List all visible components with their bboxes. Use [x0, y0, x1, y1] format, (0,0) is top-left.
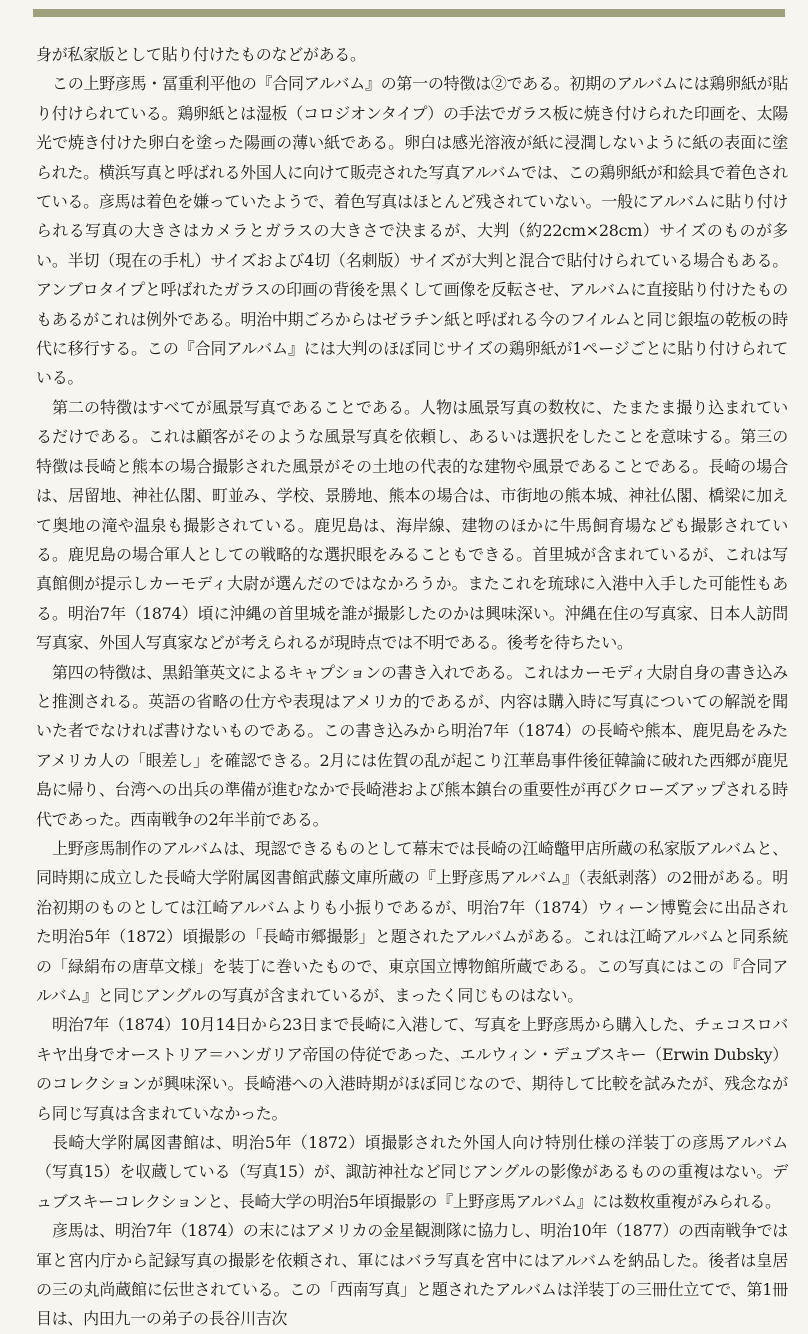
- top-rule: [33, 9, 785, 17]
- paragraph-4: 第四の特徴は、黒鉛筆英文によるキャプションの書き入れである。これはカーモディ大尉自身の書き込みと推測される。英語の省略の仕方や表現はアメリカ的であるが、内容は購入時に写真についての解説を聞いた者でなければ書けないものである。この書き込みから明治7年（1874）の長崎や熊本、鹿児島をみたアメリカ人の「眼差し」を確認できる。2月には佐賀の乱が起こり江華島事件後征韓論に破れた西郷が鹿児島に帰り、台湾への出兵の準備が進むなかで長崎港および熊本鎮台の重要性が再びクローズアップされる時代であった。西南戦争の2年半前である。: [36, 662, 788, 829]
- paragraph-8: 彦馬は、明治7年（1874）の末にはアメリカの金星観測隊に協力し、明治10年（1877）の西南戦争では軍と宮内庁から記録写真の撮影を依頼され、軍にはバラ写真を宮中にはアルバムを納品した。後者は皇居の三の丸尚蔵館に伝世されている。この「西南写真」と題されたアルバムは洋装丁の三冊仕立てで、第1冊目は、内田九一の弟子の長谷川吉次: [36, 1221, 788, 1329]
- paragraph-3: 第二の特徴はすべてが風景写真であることである。人物は風景写真の数枚に、たまたま撮り込まれているだけである。これは顧客がそのような風景写真を依頼し、あるいは選択をしたことを意味する。第三の特徴は長崎と熊本の場合撮影された風景がその土地の代表的な建物や風景であることである。長崎の場合は、居留地、神社仏閣、町並み、学校、景勝地、熊本の場合は、市街地の熊本城、神社仏閣、橋梁に加えて奥地の滝や温泉も撮影されている。鹿児島は、海岸線、建物のほかに牛馬飼育場なども撮影されている。鹿児島の場合軍人としての戦略的な選択眼をみることもできる。首里城が含まれているが、これは写真館側が提示しカーモディ大尉が選んだのではなかろうか。またこれを琉球に入港中入手した可能性もある。明治7年（1874）頃に沖縄の首里城を誰が撮影したのかは興味深い。沖縄在住の写真家、日本人訪問写真家、外国人写真家などが考えられるが現時点では不明である。後考を待ちたい。: [36, 397, 788, 653]
- paragraph-7: 長崎大学附属図書館は、明治5年（1872）頃撮影された外国人向け特別仕様の洋装丁の彦馬アルバム（写真15）を収蔵している（写真15）が、諏訪神社など同じアングルの影像があるものの重複はない。デュブスキーコレクションと、長崎大学の明治5年頃撮影の『上野彦馬アルバム』には数枚重複がみられる。: [36, 1133, 788, 1211]
- page-body: [36, 40, 788, 1334]
- paragraph-2: この上野彦馬・冨重利平他の『合同アルバム』の第一の特徴は②である。初期のアルバムには鶏卵紙が貼り付けられている。鶏卵紙とは湿板（コロジオンタイプ）の手法でガラス板に焼き付けられた印画を、太陽光で焼き付けた卵白を塗った陽画の薄い紙である。卵白は感光溶液が紙に浸潤しないように紙の表面に塗られた。横浜写真と呼ばれる外国人に向けて販売された写真アルバムでは、この鶏卵紙が和絵具で着色されている。彦馬は着色を嫌っていたようで、着色写真はほとんど残されていない。一般にアルバムに貼り付けられる写真の大きさはカメラとガラスの大きさで決まるが、大判（約22cm×28cm）サイズのものが多い。半切（現在の手札）サイズおよび4切（名刺版）サイズが大判と混合で貼付けられている場合もある。アンブロタイプと呼ばれたガラスの印画の背後を黒くして画像を反転させ、アルバムに直接貼り付けたものもあるがこれは例外である。明治中期ごろからはゼラチン紙と呼ばれる今のフイルムと同じ銀塩の乾板の時代に移行する。この『合同アルバム』には大判のほぼ同じサイズの鶏卵紙が1ページごとに貼り付けられている。: [36, 74, 788, 388]
- paragraph-5: 上野彦馬制作のアルバムは、現認できるものとして幕末では長崎の江崎鼈甲店所蔵の私家版アルバムと、同時期に成立した長崎大学附属図書館武藤文庫所蔵の『上野彦馬アルバム』（表紙剥落）の2冊がある。明治初期のものとしては江崎アルバムよりも小振りであるが、明治7年（1874）ウィーン博覧会に出品された明治5年（1872）頃撮影の「長崎市郷撮影」と題されたアルバムがある。これは江崎アルバムと同系統の「緑絹布の唐草文様」を装丁に巻いたもので、東京国立博物館所蔵である。この写真にはこの『合同アルバム』と同じアングルの写真が含まれているが、まったく同じものはない。: [36, 838, 788, 1005]
- paragraph-1: 身が私家版として貼り付けたものなどがある。: [36, 45, 366, 64]
- paragraph-6: 明治7年（1874）10月14日から23日まで長崎に入港して、写真を上野彦馬から購入した、チェコスロバキヤ出身でオーストリア＝ハンガリア帝国の侍従であった、エルウィン・デュブスキー（Erwin Dubsky）のコレクションが興味深い。長崎港への入港時期がほぼ同じなので、期待して比較を試みたが、残念ながら同じ写真は含まれていなかった。: [36, 1015, 788, 1123]
